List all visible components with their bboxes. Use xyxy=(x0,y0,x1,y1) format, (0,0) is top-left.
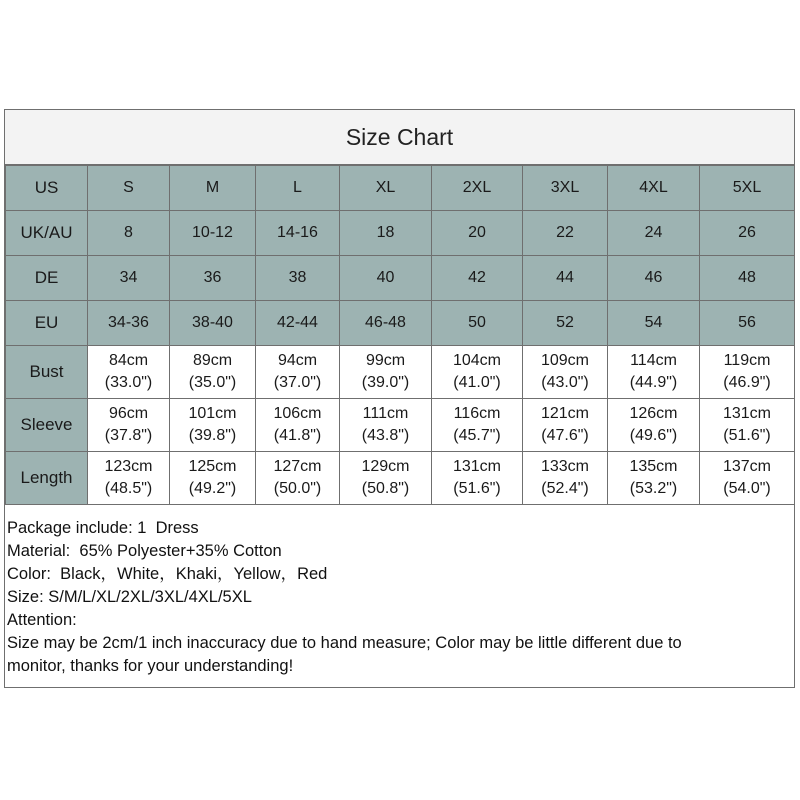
size-cell: 40 xyxy=(340,256,432,301)
cm-value: 99cm xyxy=(365,352,406,370)
measurement-cell xyxy=(432,399,523,452)
cm-value: 121cm xyxy=(540,405,590,423)
size-chart-panel xyxy=(4,109,795,688)
measurement-cell xyxy=(88,399,170,452)
size-cell: 8 xyxy=(88,211,170,256)
cm-value: 101cm xyxy=(188,405,237,423)
attention-text-line-1: Size may be 2cm/1 inch inaccuracy due to hand measure; Color may be little different due to xyxy=(7,634,682,652)
measurement-cell xyxy=(170,452,256,505)
size-cell: 5XL xyxy=(700,166,795,211)
inch-value: (41.0") xyxy=(453,374,501,391)
inch-value: (44.9") xyxy=(629,374,678,391)
cm-value: 106cm xyxy=(273,405,322,423)
measurement-cell xyxy=(88,452,170,505)
inch-value: (39.0") xyxy=(361,374,410,391)
measurement-cell xyxy=(256,346,340,399)
material-note: Material: 65% Polyester+35% Cotton xyxy=(7,542,282,560)
size-cell: 46 xyxy=(608,256,700,301)
inch-value: (51.6") xyxy=(453,480,501,497)
inch-value: (39.8") xyxy=(188,427,237,444)
measurement-cell xyxy=(523,452,608,505)
cm-value: 137cm xyxy=(722,458,772,476)
measurement-cell xyxy=(170,399,256,452)
row-label: DE xyxy=(6,256,88,301)
inch-value: (49.6") xyxy=(629,427,678,444)
size-cell: 34-36 xyxy=(88,301,170,346)
package-note: Package include: 1 Dress xyxy=(7,519,199,537)
cm-value: 123cm xyxy=(104,458,153,476)
measurement-cell xyxy=(432,346,523,399)
size-cell: 42-44 xyxy=(256,301,340,346)
table-row xyxy=(6,256,795,301)
measurement-cell xyxy=(700,346,795,399)
row-label: Sleeve xyxy=(6,399,88,452)
cm-value: 131cm xyxy=(722,405,772,423)
inch-value: (50.0") xyxy=(273,480,322,497)
attention-label: Attention: xyxy=(7,611,77,629)
inch-value: (41.8") xyxy=(273,427,322,444)
table-row xyxy=(6,346,795,399)
size-cell: 52 xyxy=(523,301,608,346)
cm-value: 135cm xyxy=(629,458,678,476)
inch-value: (52.4") xyxy=(541,480,589,497)
inch-value: (53.2") xyxy=(629,480,678,497)
size-cell: 14-16 xyxy=(256,211,340,256)
measurement-cell xyxy=(340,399,432,452)
inch-value: (49.2") xyxy=(188,480,237,497)
size-cell: S xyxy=(88,166,170,211)
cm-value: 114cm xyxy=(630,352,677,370)
size-cell: 48 xyxy=(700,256,795,301)
measurement-cell xyxy=(340,452,432,505)
size-cell: 42 xyxy=(432,256,523,301)
table-row xyxy=(6,301,795,346)
size-cell: 44 xyxy=(523,256,608,301)
cm-value: 116cm xyxy=(453,405,501,423)
inch-value: (35.0") xyxy=(188,374,237,391)
table-row xyxy=(6,399,795,452)
inch-value: (50.8") xyxy=(361,480,410,497)
inch-value: (43.8") xyxy=(361,427,410,444)
cm-value: 127cm xyxy=(273,458,322,476)
size-note: Size: S/M/L/XL/2XL/3XL/4XL/5XL xyxy=(7,588,252,606)
size-cell: 38-40 xyxy=(170,301,256,346)
inch-value: (45.7") xyxy=(453,427,501,444)
cm-value: 119cm xyxy=(723,352,771,370)
row-label: EU xyxy=(6,301,88,346)
size-cell: 50 xyxy=(432,301,523,346)
size-cell: 38 xyxy=(256,256,340,301)
inch-value: (54.0") xyxy=(723,480,771,497)
cm-value: 126cm xyxy=(629,405,678,423)
cm-value: 111cm xyxy=(362,405,409,423)
size-cell: 22 xyxy=(523,211,608,256)
size-cell: 54 xyxy=(608,301,700,346)
measurement-cell xyxy=(700,399,795,452)
cm-value: 104cm xyxy=(452,352,502,370)
size-cell: 24 xyxy=(608,211,700,256)
measurement-cell xyxy=(256,399,340,452)
measurement-cell xyxy=(256,452,340,505)
cm-value: 129cm xyxy=(361,458,410,476)
measurement-cell xyxy=(608,346,700,399)
cm-value: 94cm xyxy=(277,352,318,370)
size-cell: 10-12 xyxy=(170,211,256,256)
size-cell: 3XL xyxy=(523,166,608,211)
measurement-cell xyxy=(170,346,256,399)
inch-value: (37.8") xyxy=(104,427,153,444)
inch-value: (51.6") xyxy=(723,427,771,444)
inch-value: (48.5") xyxy=(104,480,153,497)
inch-value: (37.0") xyxy=(273,374,322,391)
size-cell: 46-48 xyxy=(340,301,432,346)
cm-value: 89cm xyxy=(192,352,233,370)
cm-value: 84cm xyxy=(108,352,149,370)
cm-value: 131cm xyxy=(452,458,502,476)
size-cell: 18 xyxy=(340,211,432,256)
size-table xyxy=(5,165,795,505)
size-cell: 26 xyxy=(700,211,795,256)
color-note: Color: Black，White，Khaki，Yellow，Red xyxy=(7,565,328,583)
measurement-cell xyxy=(88,346,170,399)
measurement-cell xyxy=(608,452,700,505)
size-cell: L xyxy=(256,166,340,211)
inch-value: (33.0") xyxy=(104,374,153,391)
row-label: UK/AU xyxy=(6,211,88,256)
row-label: Length xyxy=(6,452,88,505)
inch-value: (46.9") xyxy=(723,374,771,391)
table-row xyxy=(6,166,795,211)
size-cell: 36 xyxy=(170,256,256,301)
measurement-cell xyxy=(340,346,432,399)
size-cell: 56 xyxy=(700,301,795,346)
size-chart-title: Size Chart xyxy=(5,110,794,165)
table-row xyxy=(6,452,795,505)
measurement-cell xyxy=(523,346,608,399)
size-cell: XL xyxy=(340,166,432,211)
size-cell: M xyxy=(170,166,256,211)
inch-value: (43.0") xyxy=(541,374,589,391)
row-label: US xyxy=(6,166,88,211)
size-cell: 34 xyxy=(88,256,170,301)
attention-text-line-2: monitor, thanks for your understanding! xyxy=(7,657,294,675)
size-cell: 20 xyxy=(432,211,523,256)
measurement-cell xyxy=(608,399,700,452)
cm-value: 125cm xyxy=(188,458,237,476)
cm-value: 96cm xyxy=(108,405,149,423)
inch-value: (47.6") xyxy=(541,427,589,444)
measurement-cell xyxy=(700,452,795,505)
size-cell: 2XL xyxy=(432,166,523,211)
table-row xyxy=(6,211,795,256)
row-label: Bust xyxy=(6,346,88,399)
cm-value: 133cm xyxy=(540,458,590,476)
measurement-cell xyxy=(432,452,523,505)
product-notes xyxy=(7,517,787,678)
measurement-cell xyxy=(523,399,608,452)
cm-value: 109cm xyxy=(540,352,590,370)
size-cell: 4XL xyxy=(608,166,700,211)
